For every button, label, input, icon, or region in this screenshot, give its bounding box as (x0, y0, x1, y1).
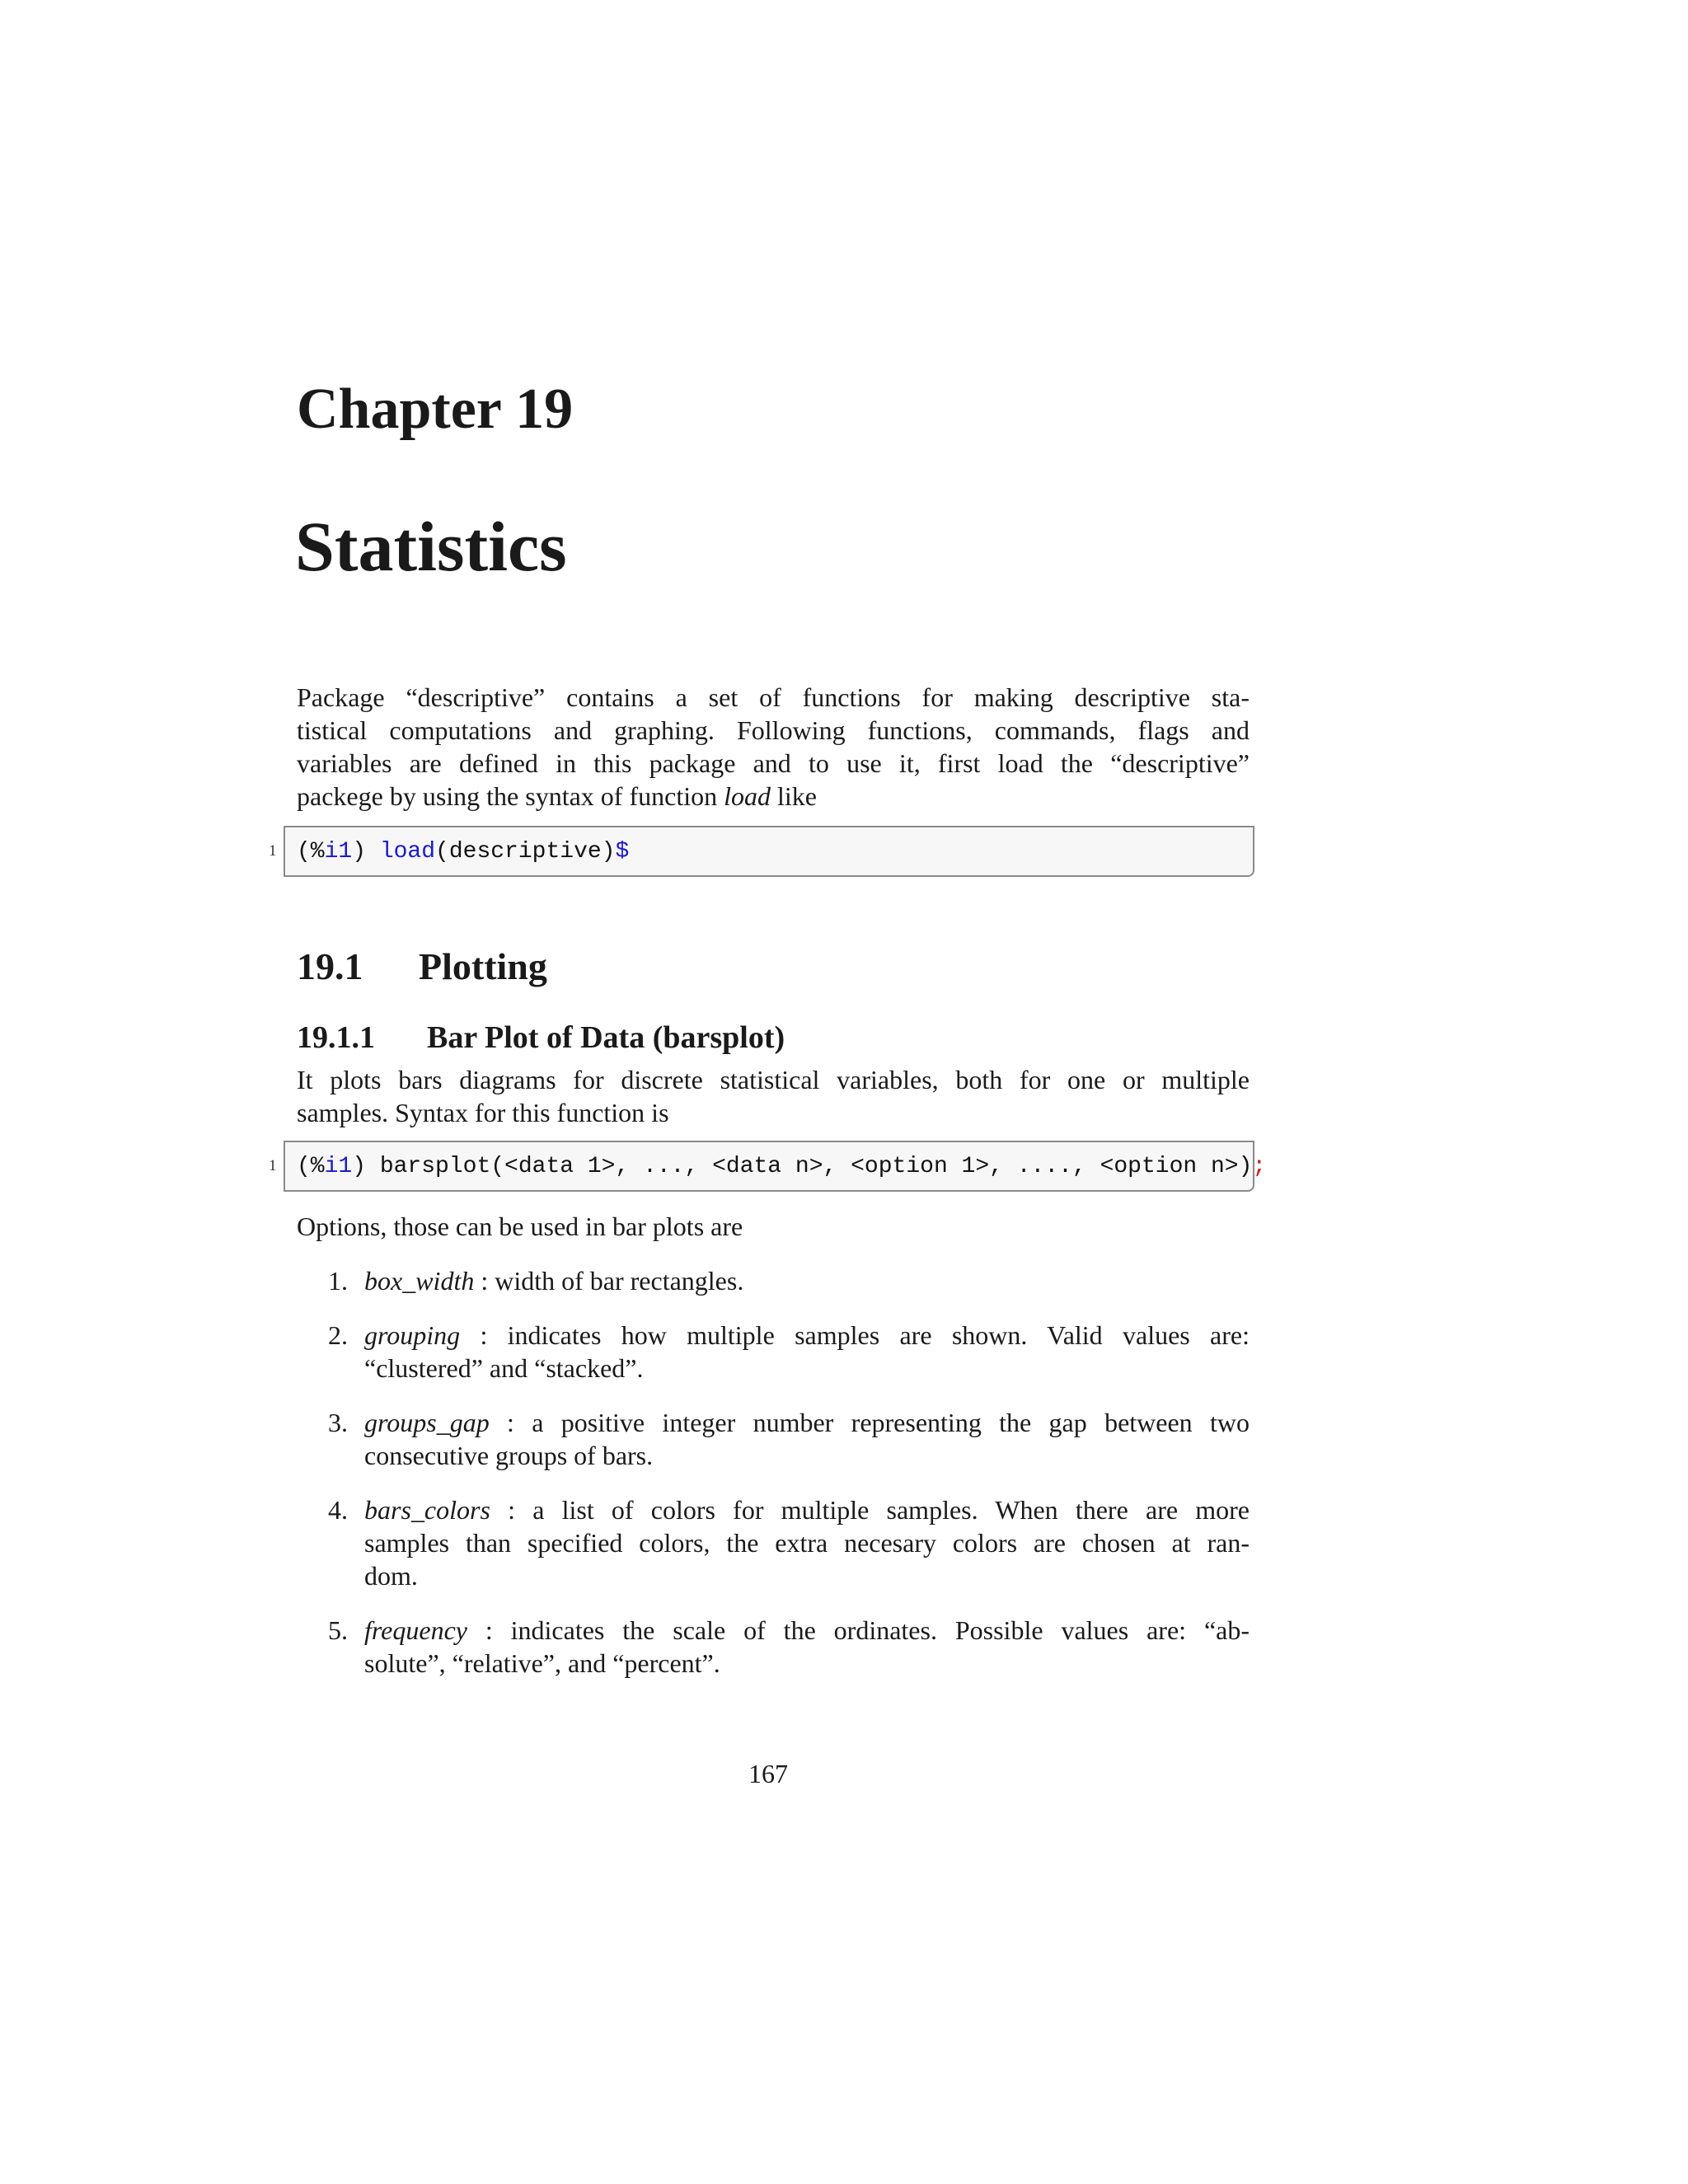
option-text: : a positive integer number representing the gap between two (489, 1408, 1250, 1437)
intro-tail: like (770, 781, 817, 811)
option-term: box_width (364, 1266, 475, 1296)
options-intro (297, 1210, 1250, 1243)
intro-line: Package “descriptive” contains a set of functions for making descriptive sta- (297, 682, 1250, 712)
option-term: bars_colors (364, 1495, 490, 1525)
list-item (364, 1406, 1250, 1472)
option-term: grouping (364, 1320, 461, 1350)
barsplot-line: It plots bars diagrams for discrete statistical variables, both for one or multiple (297, 1065, 1250, 1094)
list-item-number: 2. (328, 1320, 348, 1350)
barsplot-paragraph (297, 1063, 1250, 1129)
list-item (364, 1614, 1250, 1680)
list-item-number: 4. (328, 1495, 348, 1525)
subsection-number: 19.1.1 (297, 1020, 375, 1055)
intro-paragraph (297, 681, 1250, 813)
prompt-id: i1 (324, 1154, 353, 1179)
options-intro-text: Options, those can be used in bar plots are (297, 1212, 743, 1241)
list-item-line: consecutive groups of bars. (364, 1441, 654, 1470)
intro-line: variables are defined in this package and to use it, first load the “descriptive” (297, 748, 1250, 778)
section-number: 19.1 (297, 945, 363, 987)
page-number: 167 (748, 1759, 788, 1788)
list-item (364, 1264, 1250, 1297)
code-args: (descriptive) (435, 839, 616, 865)
list-item (364, 1319, 1250, 1385)
list-item-line (364, 1319, 1250, 1352)
option-text: : width of bar rectangles. (474, 1266, 744, 1296)
prompt-close: ) (352, 839, 380, 865)
chapter-label: Chapter 19 (297, 377, 574, 441)
chapter-title: Statistics (295, 507, 567, 586)
list-item-line: dom. (364, 1561, 418, 1591)
option-text: : indicates how multiple samples are shown. Valid values are: (460, 1320, 1250, 1350)
option-term: frequency (364, 1615, 467, 1645)
option-text: : indicates the scale of the ordinates. Possible values are: “ab- (467, 1615, 1250, 1645)
prompt-id: i1 (324, 839, 353, 865)
list-item-line (364, 1264, 1250, 1297)
code-line-number: 1 (269, 842, 277, 860)
code-line (297, 1155, 1266, 1179)
list-item-number: 3. (328, 1408, 348, 1437)
subsection-title: Bar Plot of Data (barsplot) (427, 1020, 785, 1055)
list-item-line (364, 1406, 1250, 1439)
list-item-number: 5. (328, 1615, 348, 1645)
subsection-heading (297, 1022, 785, 1053)
list-item-line: samples than specified colors, the extra necesary colors are chosen at ran- (364, 1528, 1250, 1558)
code-function: load (379, 839, 436, 865)
option-text: : a list of colors for multiple samples. When there are more (490, 1495, 1250, 1525)
code-terminator: $ (615, 839, 630, 865)
section-title: Plotting (419, 945, 547, 987)
intro-line: tistical computations and graphing. Following functions, commands, flags and (297, 715, 1250, 745)
option-term: groups_gap (364, 1408, 490, 1437)
list-item-line: solute”, “relative”, and “percent”. (364, 1648, 720, 1678)
prompt-close: ) (352, 1154, 380, 1179)
code-line (297, 841, 629, 864)
section-heading (297, 945, 547, 987)
code-block-barsplot (284, 1141, 1267, 1192)
prompt-open: (% (297, 1154, 325, 1179)
prompt-open: (% (297, 839, 325, 865)
list-item-line: “clustered” and “stacked”. (364, 1353, 644, 1383)
intro-emphasis: load (724, 781, 771, 811)
list-item-line (364, 1493, 1250, 1526)
list-item-number: 1. (328, 1266, 348, 1296)
list-item-line (364, 1614, 1250, 1647)
code-line-number: 1 (269, 1157, 277, 1174)
code-body: barsplot(<data 1>, ..., <data n>, <option 1>, ...., <option n>) (379, 1154, 1253, 1179)
intro-line-text: packege by using the syntax of function (297, 781, 724, 811)
code-block-load (284, 826, 1254, 877)
code-terminator: ; (1252, 1154, 1267, 1179)
list-item (364, 1493, 1250, 1592)
barsplot-line: samples. Syntax for this function is (297, 1098, 669, 1127)
intro-line (297, 780, 1250, 813)
